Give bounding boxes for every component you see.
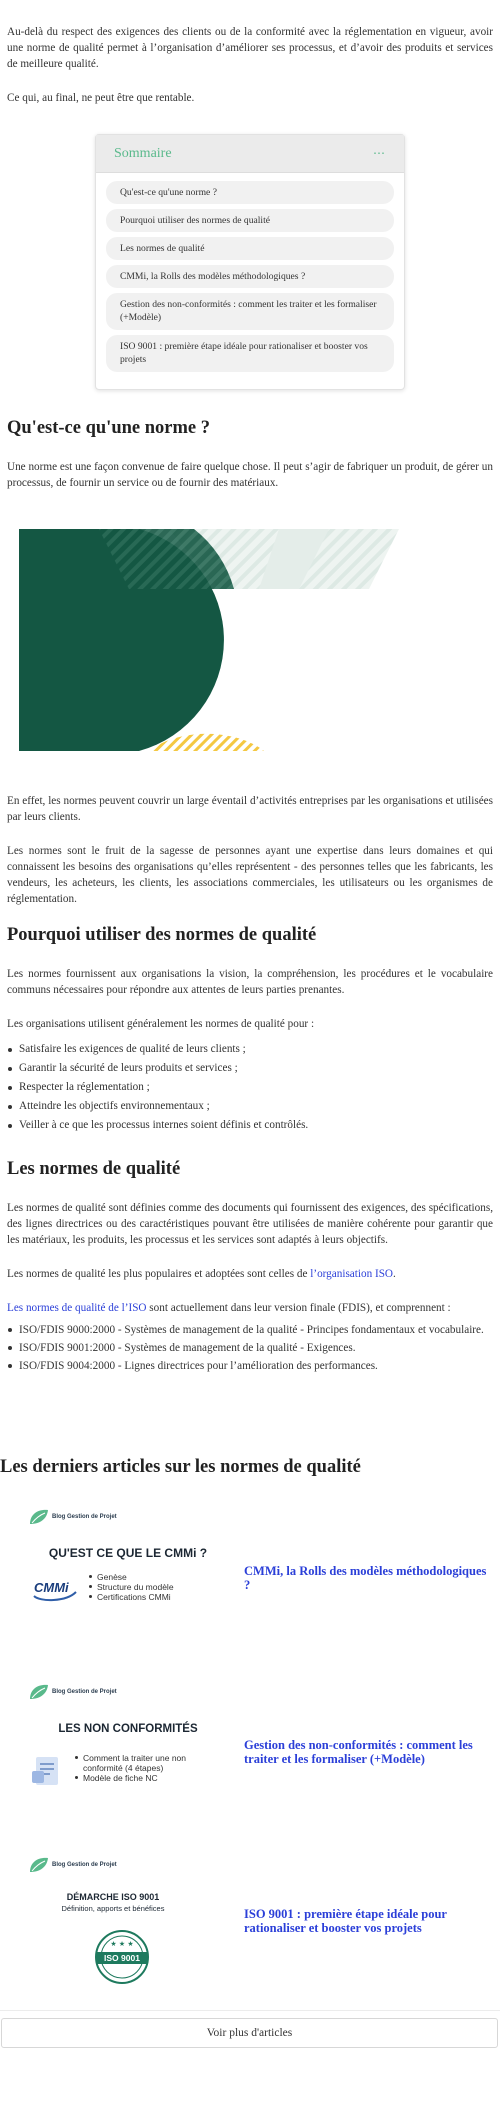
thumbnail-subtitle: Définition, apports et bénéfices [61, 1904, 165, 1913]
thumbnail-bullet: Comment la traiter une non conformité (4 étapes) [74, 1753, 204, 1773]
document-list-icon [30, 1755, 66, 1789]
thumbnail-bullet: Certifications CMMi [88, 1592, 174, 1602]
paragraph: En effet, les normes peuvent couvrir un large éventail d’activités entreprises par les organisations et utilisées par leurs clients. [7, 795, 493, 823]
iso-list [7, 1322, 493, 1374]
svg-text:★ ★ ★: ★ ★ ★ [110, 1940, 134, 1948]
thumbnail-bullet: Genèse [88, 1572, 174, 1582]
text-fragment: . [393, 1268, 396, 1280]
toc-title: Sommaire [114, 145, 172, 161]
section-heading-normes: Les normes de qualité [7, 1159, 181, 1179]
cmmi-logo-icon [30, 1574, 80, 1604]
paragraph: Les normes fournissent aux organisations la vision, la compréhension, les procédures et le vocabulaire communs nécessaires pour répondre aux attentes de leurs parties prenantes. [7, 968, 493, 996]
leaf-logo-icon [28, 1508, 50, 1526]
thumbnail-title: DÉMARCHE ISO 9001 [66, 1892, 160, 1902]
leaf-logo-icon [28, 1683, 50, 1701]
toc-item[interactable]: Pourquoi utiliser des normes de qualité [106, 209, 394, 232]
leaf-logo-icon [28, 1856, 50, 1874]
thumbnail-bullet: Structure du modèle [88, 1582, 174, 1592]
divider [0, 2010, 500, 2011]
brand-text: Blog Gestion de Projet [52, 1689, 117, 1695]
article-thumbnail[interactable] [28, 1856, 228, 1996]
section-heading-norme: Qu'est-ce qu'une norme ? [7, 418, 210, 438]
toc-item[interactable]: ISO 9001 : première étape idéale pour rationaliser et booster vos projets [106, 335, 394, 372]
more-articles-button[interactable]: Voir plus d'articles [1, 2018, 498, 2048]
brand-logo [28, 1683, 117, 1701]
thumbnail-title: LES NON CONFORMITÉS [58, 1723, 198, 1735]
paragraph [7, 1300, 493, 1316]
badge-text: ISO 9001 [104, 1953, 140, 1963]
section-heading-pourquoi: Pourquoi utiliser des normes de qualité [7, 925, 317, 945]
toc-toggle-icon[interactable]: ⋯ [373, 146, 386, 160]
brand-logo [28, 1508, 117, 1526]
paragraph: Une norme est une façon convenue de faire quelque chose. Il peut s’agir de fabriquer un produit, de gérer un processus, de fournir un service ou de fournir des matériaux. [7, 461, 493, 489]
paragraph: Les normes de qualité sont définies comme des documents qui fournissent des exigences, des spécifications, des lignes directrices ou des caractéristiques pouvant être utilisées de manière cohérente pour garantir que les matériaux, les produits, les processus et les services sont adaptés à leurs objectifs. [7, 1202, 493, 1246]
paragraph: Les normes sont le fruit de la sagesse de personnes ayant une expertise dans leurs domaines et qui connaissent les besoins des organisations qu’elles représentent - des personnes telles que les fabricants, les vendeurs, les acheteurs, les clients, les associations commerciales, les utilisateurs ou les organismes de réglementation. [7, 845, 493, 905]
article-card[interactable] [28, 1508, 487, 1648]
toc-item[interactable]: Les normes de qualité [106, 237, 394, 260]
article-link[interactable]: Gestion des non-conformités : comment les traiter et les formaliser (+Modèle) [244, 1738, 473, 1766]
paragraph: Les organisations utilisent généralement les normes de qualité pour : [7, 1018, 315, 1030]
toc-header[interactable] [96, 135, 404, 173]
list-item: Veiller à ce que les processus internes soient définis et contrôlés. [7, 1116, 493, 1135]
article-card[interactable] [28, 1856, 478, 1996]
list-item: Atteindre les objectifs environnementaux ; [7, 1097, 493, 1116]
brand-text: Blog Gestion de Projet [52, 1862, 117, 1868]
toc-item[interactable]: Gestion des non-conformités : comment les traiter et les formaliser (+Modèle) [106, 293, 394, 330]
iso-norms-link[interactable]: Les normes de qualité de l’ISO [7, 1302, 147, 1314]
thumbnail-bullet: Modèle de fiche NC [74, 1773, 204, 1783]
text-fragment: sont actuellement dans leur version finale (FDIS), et comprennent : [146, 1302, 451, 1314]
brand-logo [28, 1856, 117, 1874]
brand-text: Blog Gestion de Projet [52, 1514, 117, 1520]
list-item: ISO/FDIS 9004:2000 - Lignes directrices pour l’amélioration des performances. [7, 1358, 493, 1374]
latest-articles-heading: Les derniers articles sur les normes de qualité [0, 1457, 361, 1477]
list-item: ISO/FDIS 9000:2000 - Systèmes de management de la qualité - Principes fondamentaux et vocabulaire. [7, 1322, 493, 1338]
text-fragment: Les normes de qualité les plus populaires et adoptées sont celles de [7, 1268, 311, 1280]
thumbnail-bullets [88, 1572, 174, 1602]
article-card[interactable] [28, 1683, 478, 1823]
article-link[interactable]: CMMi, la Rolls des modèles méthodologiques ? [244, 1564, 487, 1592]
toc-list [96, 173, 404, 389]
intro-conclusion: Ce qui, au final, ne peut être que rentable. [7, 92, 195, 104]
list-item: ISO/FDIS 9001:2000 - Systèmes de management de la qualité - Exigences. [7, 1340, 493, 1356]
table-of-contents [95, 134, 405, 390]
toc-item[interactable]: Qu'est-ce qu'une norme ? [106, 181, 394, 204]
article-thumbnail[interactable] [28, 1683, 228, 1823]
list-item: Respecter la réglementation ; [7, 1078, 493, 1097]
iso-9001-badge-icon [92, 1928, 152, 1986]
article-thumbnail[interactable] [28, 1508, 228, 1648]
thumbnail-bullets [74, 1753, 204, 1783]
iso-organisation-link[interactable]: l’organisation ISO [310, 1268, 393, 1280]
list-item: Satisfaire les exigences de qualité de leurs clients ; [7, 1040, 493, 1059]
usage-list [7, 1040, 493, 1135]
article-link[interactable]: ISO 9001 : première étape idéale pour rationaliser et booster vos projets [244, 1907, 447, 1935]
intro-paragraph: Au-delà du respect des exigences des clients ou de la conformité avec la réglementation en vigueur, avoir une norme de qualité permet à l’organisation d’améliorer ses processus, et d’avoir des produits et services de meilleure qualité. [7, 26, 493, 70]
decorative-illustration [19, 529, 399, 751]
cmmi-logo-text: CMMi [34, 1580, 69, 1595]
list-item: Garantir la sécurité de leurs produits et services ; [7, 1059, 493, 1078]
toc-item[interactable]: CMMi, la Rolls des modèles méthodologiques ? [106, 265, 394, 288]
paragraph [7, 1266, 493, 1282]
thumbnail-title: QU'EST CE QUE LE CMMi ? [48, 1546, 208, 1560]
abstract-shapes-image [19, 529, 399, 751]
